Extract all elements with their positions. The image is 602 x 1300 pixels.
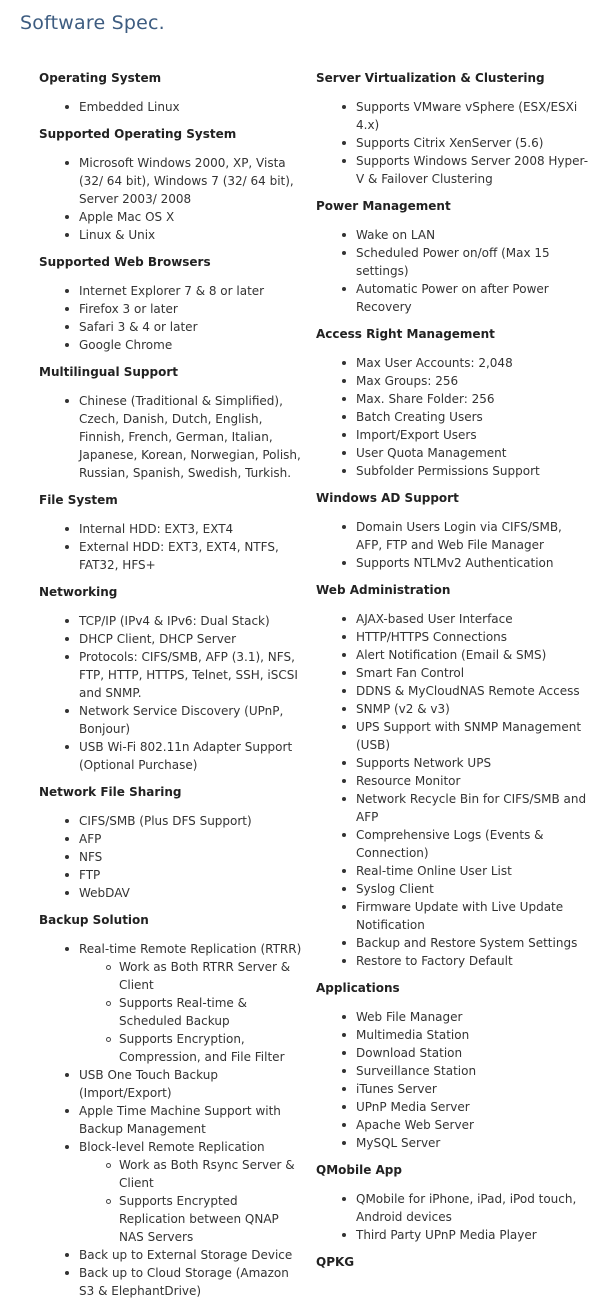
bullet-icon [65, 1073, 69, 1077]
list-item-text: HTTP/HTTPS Connections [356, 630, 508, 644]
list-item [79, 98, 305, 116]
list-item-text: Download Station [356, 1046, 463, 1060]
bullet-icon [342, 415, 346, 419]
list-item [356, 646, 590, 664]
list-item [356, 1098, 590, 1116]
spec-section-server-virtualization-clustering [316, 60, 590, 188]
bullet-icon [342, 361, 346, 365]
list-item [79, 1102, 305, 1138]
list-item-text: CIFS/SMB (Plus DFS Support) [79, 814, 252, 828]
bullet-icon [342, 287, 346, 291]
list-item-text: USB Wi-Fi 802.11n Adapter Support (Optional Purchase) [79, 740, 293, 772]
bullet-icon [342, 379, 346, 383]
bullet-icon [342, 905, 346, 909]
list-item-text: Automatic Power on after Power Recovery [356, 282, 549, 314]
bullet-icon [342, 689, 346, 693]
spec-section-qpkg [316, 1244, 590, 1271]
list-item [79, 1264, 305, 1300]
list-item [79, 1138, 305, 1246]
list-item [356, 952, 590, 970]
bullet-icon [65, 619, 69, 623]
list-item-text: Wake on LAN [356, 228, 436, 242]
list-item-text: Scheduled Power on/off (Max 15 settings) [356, 246, 550, 278]
list-item [79, 538, 305, 574]
sub-list [79, 1156, 305, 1246]
list-item-text: Multimedia Station [356, 1028, 470, 1042]
bullet-icon [342, 525, 346, 529]
list-item-text: Comprehensive Logs (Events & Connection) [356, 828, 544, 860]
bullet-icon [342, 1015, 346, 1019]
spec-section-backup-solution [39, 902, 305, 1300]
bullet-icon [342, 159, 346, 163]
bullet-icon [65, 527, 69, 531]
list-item-text: Supports NTLMv2 Authentication [356, 556, 554, 570]
bullet-icon [65, 1271, 69, 1275]
list-item [79, 940, 305, 1066]
section-title: Backup Solution [39, 913, 149, 927]
spec-list [316, 215, 590, 316]
list-item [356, 880, 590, 898]
list-item-text: Firefox 3 or later [79, 302, 178, 316]
bullet-icon [65, 745, 69, 749]
list-item-text: User Quota Management [356, 446, 507, 460]
bullet-icon [342, 959, 346, 963]
spec-section-web-administration [316, 572, 590, 970]
bullet-icon [342, 725, 346, 729]
bullet-icon [342, 1105, 346, 1109]
list-item [79, 648, 305, 702]
bullet-icon [65, 233, 69, 237]
bullet-icon [342, 887, 346, 891]
list-item-text: Linux & Unix [79, 228, 156, 242]
spec-list [39, 601, 305, 774]
list-item [79, 848, 305, 866]
list-item-text: Embedded Linux [79, 100, 180, 114]
list-item [356, 280, 590, 316]
list-item [356, 700, 590, 718]
bullet-icon [342, 397, 346, 401]
list-item [356, 152, 590, 188]
list-item [79, 830, 305, 848]
spec-list [316, 1179, 590, 1244]
bullet-icon [342, 233, 346, 237]
list-item-text: FTP [79, 868, 101, 882]
list-item [356, 354, 590, 372]
list-item-text: Network Recycle Bin for CIFS/SMB and AFP [356, 792, 587, 824]
list-item-text: External HDD: EXT3, EXT4, NTFS, FAT32, HFS+ [79, 540, 279, 572]
spec-list [316, 599, 590, 970]
list-item [79, 318, 305, 336]
list-item-text: Supports VMware vSphere (ESX/ESXi 4.x) [356, 100, 578, 132]
bullet-icon [342, 869, 346, 873]
list-item [356, 610, 590, 628]
list-item [356, 426, 590, 444]
list-item [356, 518, 590, 554]
list-item [79, 866, 305, 884]
list-item [356, 554, 590, 572]
list-item-text: DHCP Client, DHCP Server [79, 632, 237, 646]
list-item [356, 408, 590, 426]
list-item [356, 1080, 590, 1098]
bullet-icon [65, 215, 69, 219]
spec-list [39, 271, 305, 354]
bullet-icon [342, 1087, 346, 1091]
spec-list [39, 801, 305, 902]
section-title: Power Management [316, 199, 451, 213]
list-item-text: UPnP Media Server [356, 1100, 470, 1114]
list-item-text: AJAX-based User Interface [356, 612, 513, 626]
list-item [356, 1134, 590, 1152]
spec-section-applications [316, 970, 590, 1152]
list-item [356, 226, 590, 244]
bullet-icon [342, 141, 346, 145]
circle-bullet-icon [106, 1163, 111, 1168]
list-item [356, 244, 590, 280]
section-title: QMobile App [316, 1163, 402, 1177]
bullet-icon [342, 779, 346, 783]
bullet-icon [342, 451, 346, 455]
spec-list [316, 507, 590, 572]
list-item [79, 282, 305, 300]
list-item-text: Back up to External Storage Device [79, 1248, 293, 1262]
list-item-text: Apple Mac OS X [79, 210, 175, 224]
circle-bullet-icon [106, 965, 111, 970]
left-column [39, 60, 305, 1300]
list-item [356, 754, 590, 772]
list-item [79, 612, 305, 630]
section-title: Networking [39, 585, 118, 599]
list-item-text: Safari 3 & 4 or later [79, 320, 198, 334]
spec-section-networking [39, 574, 305, 774]
list-item-text: WebDAV [79, 886, 130, 900]
list-item-text: Subfolder Permissions Support [356, 464, 540, 478]
list-item-text: SNMP (v2 & v3) [356, 702, 450, 716]
spec-section-network-file-sharing [39, 774, 305, 902]
list-item-text: Network Service Discovery (UPnP, Bonjour) [79, 704, 284, 736]
sub-list [79, 958, 305, 1066]
list-item [79, 520, 305, 538]
spec-section-supported-operating-system [39, 116, 305, 244]
bullet-icon [65, 399, 69, 403]
list-item [79, 392, 305, 482]
list-item-text: Apple Time Machine Support with Backup Management [79, 1104, 281, 1136]
bullet-icon [342, 671, 346, 675]
sub-list-item-text: Supports Real-time & Scheduled Backup [119, 996, 247, 1028]
right-column [316, 60, 590, 1271]
list-item-text: Supports Windows Server 2008 Hyper-V & Failover Clustering [356, 154, 589, 186]
page-title: Software Spec. [20, 12, 165, 34]
sub-list-item [119, 1156, 305, 1192]
list-item-text: Internal HDD: EXT3, EXT4 [79, 522, 234, 536]
bullet-icon [342, 433, 346, 437]
list-item-text: Supports Network UPS [356, 756, 492, 770]
list-item-text: Internet Explorer 7 & 8 or later [79, 284, 265, 298]
list-item [356, 790, 590, 826]
list-item-text: QMobile for iPhone, iPad, iPod touch, Android devices [356, 1192, 577, 1224]
bullet-icon [65, 873, 69, 877]
spec-list [39, 509, 305, 574]
spec-section-operating-system [39, 60, 305, 116]
section-title: Access Right Management [316, 327, 495, 341]
bullet-icon [342, 1197, 346, 1201]
spec-list [39, 381, 305, 482]
list-item-text: Domain Users Login via CIFS/SMB, AFP, FTP and Web File Manager [356, 520, 562, 552]
list-item [356, 1044, 590, 1062]
bullet-icon [342, 251, 346, 255]
list-item-text: Block-level Remote Replication [79, 1140, 265, 1154]
list-item-text: Real-time Online User List [356, 864, 512, 878]
list-item [356, 462, 590, 480]
bullet-icon [342, 941, 346, 945]
bullet-icon [342, 105, 346, 109]
list-item [356, 1116, 590, 1134]
list-item-text: Firmware Update with Live Update Notification [356, 900, 564, 932]
circle-bullet-icon [106, 1199, 111, 1204]
section-title: QPKG [316, 1255, 355, 1269]
list-item [356, 862, 590, 880]
bullet-icon [65, 545, 69, 549]
list-item [79, 226, 305, 244]
section-title: File System [39, 493, 118, 507]
list-item [356, 682, 590, 700]
list-item [79, 1246, 305, 1264]
bullet-icon [65, 307, 69, 311]
list-item [356, 1026, 590, 1044]
list-item-text: NFS [79, 850, 103, 864]
bullet-icon [65, 343, 69, 347]
list-item [356, 1190, 590, 1226]
section-title: Operating System [39, 71, 162, 85]
bullet-icon [65, 1145, 69, 1149]
list-item-text: Back up to Cloud Storage (Amazon S3 & ElephantDrive) [79, 1266, 289, 1298]
list-item-text: UPS Support with SNMP Management (USB) [356, 720, 582, 752]
spec-list [39, 87, 305, 116]
bullet-icon [65, 819, 69, 823]
spec-section-windows-ad-support [316, 480, 590, 572]
list-item [356, 444, 590, 462]
bullet-icon [65, 161, 69, 165]
bullet-icon [65, 709, 69, 713]
bullet-icon [65, 891, 69, 895]
bullet-icon [342, 469, 346, 473]
list-item-text: Microsoft Windows 2000, XP, Vista (32/ 64 bit), Windows 7 (32/ 64 bit), Server 2003/ 2008 [79, 156, 294, 206]
bullet-icon [65, 947, 69, 951]
bullet-icon [342, 707, 346, 711]
spec-list [39, 143, 305, 244]
list-item-text: Third Party UPnP Media Player [356, 1228, 537, 1242]
list-item-text: Real-time Remote Replication (RTRR) [79, 942, 302, 956]
bullet-icon [342, 1233, 346, 1237]
bullet-icon [342, 1123, 346, 1127]
list-item-text: Max User Accounts: 2,048 [356, 356, 513, 370]
bullet-icon [342, 635, 346, 639]
bullet-icon [342, 561, 346, 565]
sub-list-item-text: Work as Both RTRR Server & Client [119, 960, 291, 992]
list-item [79, 336, 305, 354]
section-title: Supported Operating System [39, 127, 237, 141]
spec-list [316, 343, 590, 480]
list-item-text: Web File Manager [356, 1010, 463, 1024]
bullet-icon [65, 1109, 69, 1113]
sub-list-item [119, 1030, 305, 1066]
list-item-text: Protocols: CIFS/SMB, AFP (3.1), NFS, FTP, HTTP, HTTPS, Telnet, SSH, iSCSI and SNMP. [79, 650, 298, 700]
spec-section-supported-web-browsers [39, 244, 305, 354]
list-item-text: Resource Monitor [356, 774, 461, 788]
list-item [79, 154, 305, 208]
section-title: Windows AD Support [316, 491, 459, 505]
section-title: Supported Web Browsers [39, 255, 211, 269]
spec-section-power-management [316, 188, 590, 316]
list-item [356, 98, 590, 134]
list-item [79, 884, 305, 902]
section-title: Web Administration [316, 583, 451, 597]
section-title: Server Virtualization & Clustering [316, 71, 545, 85]
list-item-text: AFP [79, 832, 102, 846]
list-item [79, 208, 305, 226]
list-item-text: Max Groups: 256 [356, 374, 459, 388]
bullet-icon [342, 761, 346, 765]
bullet-icon [342, 617, 346, 621]
list-item [79, 702, 305, 738]
list-item [356, 628, 590, 646]
spec-list [316, 997, 590, 1152]
list-item-text: Syslog Client [356, 882, 434, 896]
list-item-text: USB One Touch Backup (Import/Export) [79, 1068, 218, 1100]
list-item-text: Import/Export Users [356, 428, 477, 442]
list-item [79, 1066, 305, 1102]
list-item-text: DDNS & MyCloudNAS Remote Access [356, 684, 580, 698]
list-item-text: Chinese (Traditional & Simplified), Czech, Danish, Dutch, English, Finnish, French, German, Italian, Japanese, Korean, Norwegian, Polish, Russian, Spanish, Swedish, Turkish. [79, 394, 301, 480]
section-title: Applications [316, 981, 400, 995]
bullet-icon [342, 1069, 346, 1073]
circle-bullet-icon [106, 1037, 111, 1042]
bullet-icon [65, 855, 69, 859]
spec-list [316, 87, 590, 188]
spec-list [39, 929, 305, 1300]
list-item-text: iTunes Server [356, 1082, 437, 1096]
bullet-icon [342, 653, 346, 657]
circle-bullet-icon [106, 1001, 111, 1006]
spec-section-access-right-management [316, 316, 590, 480]
bullet-icon [65, 325, 69, 329]
list-item [79, 812, 305, 830]
list-item [79, 738, 305, 774]
list-item [356, 1062, 590, 1080]
list-item-text: Apache Web Server [356, 1118, 474, 1132]
spec-section-multilingual-support [39, 354, 305, 482]
list-item [356, 718, 590, 754]
bullet-icon [342, 1051, 346, 1055]
list-item [79, 300, 305, 318]
bullet-icon [342, 1033, 346, 1037]
bullet-icon [342, 797, 346, 801]
list-item [356, 390, 590, 408]
section-title: Network File Sharing [39, 785, 182, 799]
bullet-icon [342, 1141, 346, 1145]
list-item [356, 772, 590, 790]
sub-list-item [119, 958, 305, 994]
list-item [79, 630, 305, 648]
list-item-text: Supports Citrix XenServer (5.6) [356, 136, 544, 150]
list-item-text: Google Chrome [79, 338, 173, 352]
list-item [356, 898, 590, 934]
sub-list-item-text: Supports Encryption, Compression, and File Filter [119, 1032, 285, 1064]
list-item [356, 1008, 590, 1026]
sub-list-item-text: Supports Encrypted Replication between QNAP NAS Servers [119, 1194, 279, 1244]
list-item [356, 134, 590, 152]
bullet-icon [65, 289, 69, 293]
list-item [356, 664, 590, 682]
sub-list-item [119, 1192, 305, 1246]
list-item-text: Batch Creating Users [356, 410, 483, 424]
list-item-text: Restore to Factory Default [356, 954, 513, 968]
list-item-text: TCP/IP (IPv4 & IPv6: Dual Stack) [79, 614, 270, 628]
bullet-icon [65, 837, 69, 841]
list-item-text: Alert Notification (Email & SMS) [356, 648, 547, 662]
spec-section-file-system [39, 482, 305, 574]
list-item-text: Backup and Restore System Settings [356, 936, 578, 950]
bullet-icon [65, 655, 69, 659]
bullet-icon [65, 1253, 69, 1257]
list-item-text: Max. Share Folder: 256 [356, 392, 495, 406]
list-item-text: Smart Fan Control [356, 666, 465, 680]
list-item [356, 934, 590, 952]
list-item [356, 826, 590, 862]
bullet-icon [342, 833, 346, 837]
list-item [356, 1226, 590, 1244]
list-item-text: MySQL Server [356, 1136, 441, 1150]
section-title: Multilingual Support [39, 365, 179, 379]
sub-list-item [119, 994, 305, 1030]
list-item [356, 372, 590, 390]
sub-list-item-text: Work as Both Rsync Server & Client [119, 1158, 295, 1190]
spec-section-qmobile-app [316, 1152, 590, 1244]
bullet-icon [65, 105, 69, 109]
bullet-icon [65, 637, 69, 641]
list-item-text: Surveillance Station [356, 1064, 477, 1078]
